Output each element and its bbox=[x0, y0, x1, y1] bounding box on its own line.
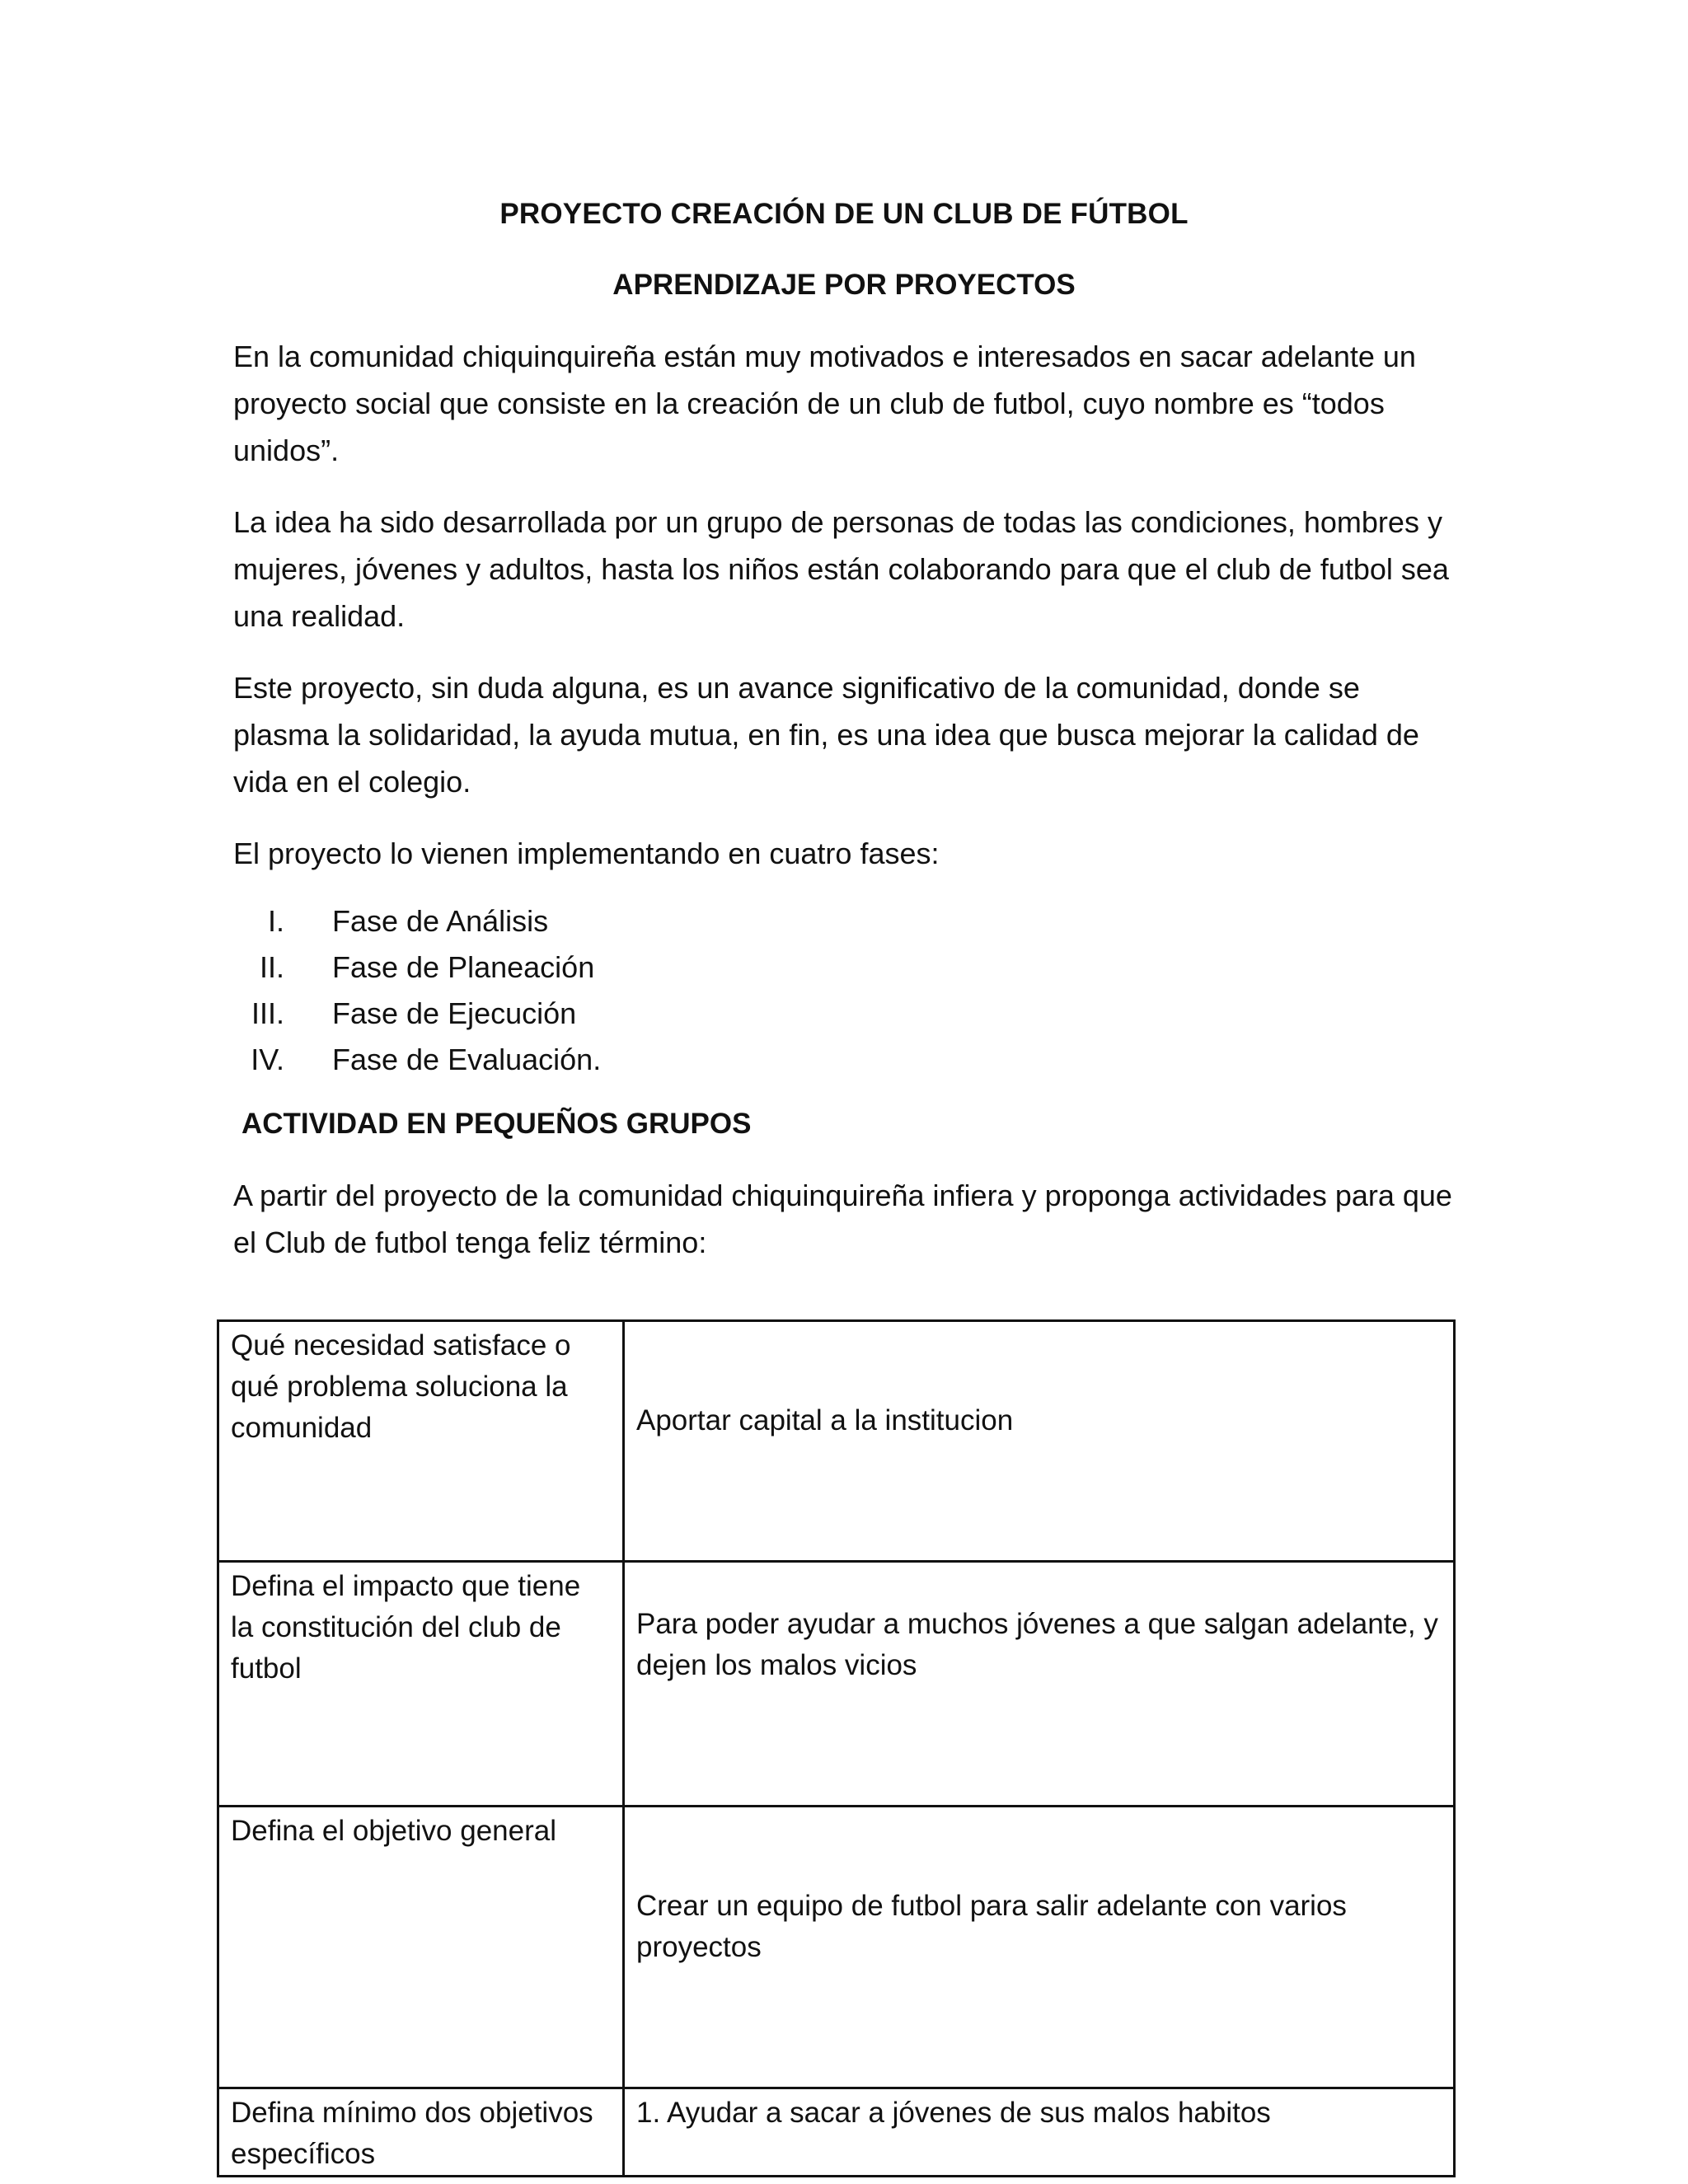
activity-intro: A partir del proyecto de la comunidad chiquinquireña infiera y proponga actividades para que el Club de futbol tenga feliz término: bbox=[233, 1179, 1452, 1259]
table-answer-cell: 1. Ayudar a sacar a jóvenes de sus malos habitos bbox=[624, 2088, 1455, 2177]
phase-number: I. bbox=[267, 904, 284, 938]
table-question-cell: Defina el impacto que tiene la constitución del club de futbol bbox=[218, 1562, 624, 1807]
table-row bbox=[218, 1807, 1455, 2088]
phase-number: II. bbox=[259, 950, 284, 984]
table-question-cell: Defina el objetivo general bbox=[218, 1807, 624, 2088]
list-item bbox=[233, 991, 1455, 1037]
table-row bbox=[218, 2088, 1455, 2177]
table-question-cell: Qué necesidad satisface o qué problema soluciona la comunidad bbox=[218, 1321, 624, 1562]
list-item bbox=[233, 1037, 1455, 1083]
table-question-cell: Defina mínimo dos objetivos específicos bbox=[218, 2088, 624, 2177]
phase-label: Fase de Planeación bbox=[332, 950, 595, 984]
paragraph-project: Este proyecto, sin duda alguna, es un avance significativo de la comunidad, donde se plasma la solidaridad, la ayuda mutua, en fin, es una idea que busca mejorar la calidad de vida en el colegio. bbox=[233, 671, 1419, 799]
activity-title: ACTIVIDAD EN PEQUEÑOS GRUPOS bbox=[241, 1108, 752, 1140]
table-answer-cell: Aportar capital a la institucion bbox=[624, 1321, 1455, 1562]
phase-list bbox=[233, 898, 1455, 1083]
list-item bbox=[233, 898, 1455, 944]
paragraph-phases-intro: El proyecto lo vienen implementando en cuatro fases: bbox=[233, 837, 940, 870]
list-item bbox=[233, 944, 1455, 991]
document-body bbox=[233, 191, 1455, 1291]
phase-label: Fase de Ejecución bbox=[332, 996, 577, 1030]
activity-table bbox=[217, 1319, 1456, 2177]
table-row bbox=[218, 1321, 1455, 1562]
table-answer-cell: Crear un equipo de futbol para salir adelante con varios proyectos bbox=[624, 1807, 1455, 2088]
document-subtitle: APRENDIZAJE POR PROYECTOS bbox=[612, 269, 1076, 301]
paragraph-intro: En la comunidad chiquinquireña están muy motivados e interesados en sacar adelante un proyecto social que consiste en la creación de un club de futbol, cuyo nombre es “todos unidos”. bbox=[233, 340, 1416, 467]
table-answer-cell: Para poder ayudar a muchos jóvenes a que salgan adelante, y dejen los malos vicios bbox=[624, 1562, 1455, 1807]
phase-number: III. bbox=[251, 996, 284, 1030]
phase-label: Fase de Análisis bbox=[332, 904, 549, 938]
paragraph-idea: La idea ha sido desarrollada por un grupo de personas de todas las condiciones, hombres y mujeres, jóvenes y adultos, hasta los niños están colaborando para que el club de futbol sea una realidad. bbox=[233, 505, 1449, 633]
phase-label: Fase de Evaluación. bbox=[332, 1043, 602, 1076]
phase-number: IV. bbox=[251, 1043, 284, 1076]
table-row bbox=[218, 1562, 1455, 1807]
document-title: PROYECTO CREACIÓN DE UN CLUB DE FÚTBOL bbox=[499, 198, 1189, 230]
